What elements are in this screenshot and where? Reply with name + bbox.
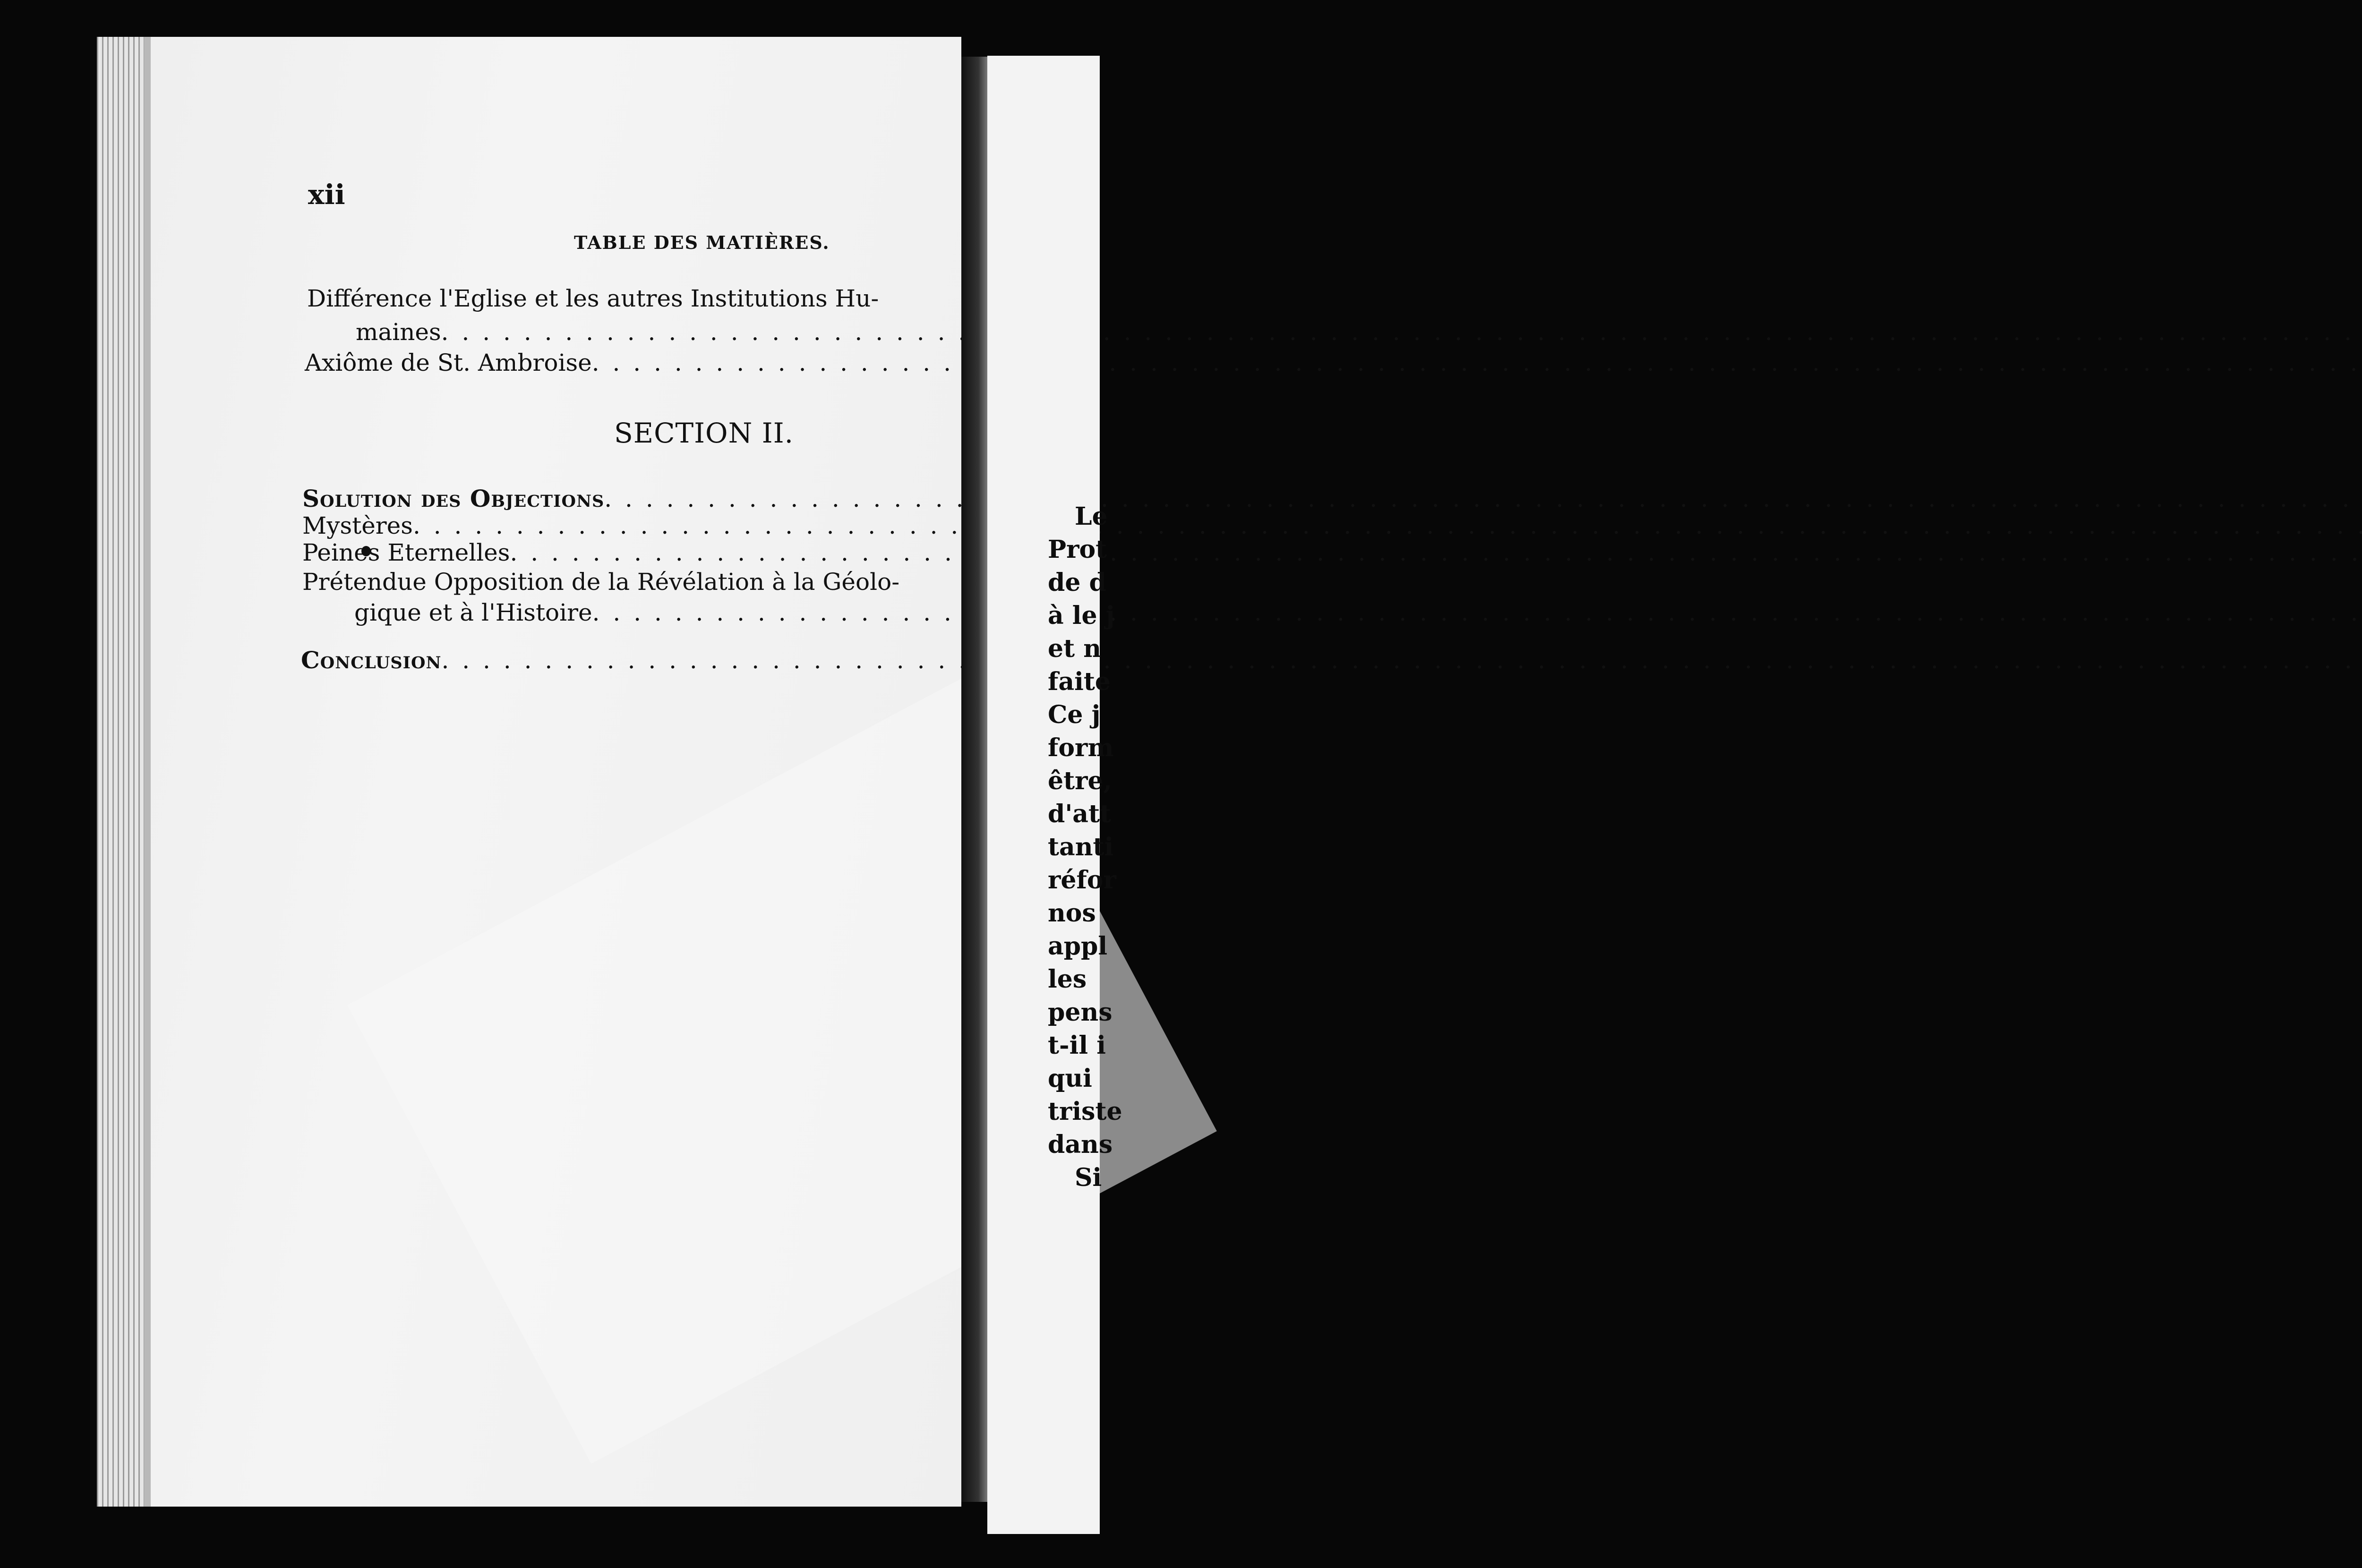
right-page-line: qui — [1048, 1064, 1092, 1093]
right-page-line: et n — [1048, 634, 1102, 663]
toc-entry-peines — [302, 538, 901, 570]
right-page-line: à le j — [1048, 601, 1115, 630]
toc-entry-difference-line1: Différence l'Eglise et les autres Institutions Hu- — [307, 285, 879, 312]
right-page-line: de d — [1048, 568, 1106, 597]
right-page-line: d'att — [1048, 800, 1112, 828]
left-page — [97, 37, 961, 1507]
section-heading: SECTION II. — [614, 417, 794, 449]
toc-entry-label: maines — [356, 318, 441, 346]
right-page-line: triste — [1048, 1097, 1122, 1126]
toc-entry-label: Axiôme de St. Ambroise — [305, 349, 592, 376]
toc-entry-label: Conclusion — [301, 646, 442, 674]
right-page-line: dans — [1048, 1130, 1113, 1159]
dot-leader — [592, 349, 2362, 376]
dot-leader — [592, 599, 2362, 626]
toc-entry-difference — [356, 318, 904, 349]
right-page-line: Si — [1075, 1163, 1102, 1192]
right-page-line: pens — [1048, 998, 1113, 1027]
dot-leader — [510, 539, 2362, 566]
right-page — [987, 56, 1122, 1534]
toc-entry-pretendue-line1: Prétendue Opposition de la Révélation à la Géolo- — [302, 568, 900, 596]
right-page-line: appl — [1048, 932, 1108, 961]
right-page-line: Prot — [1048, 535, 1107, 564]
dot-leader — [604, 485, 2362, 512]
dot-leader — [441, 647, 2362, 674]
toc-entry-pretendue — [354, 599, 864, 630]
right-page-line: nos — [1048, 899, 1096, 928]
toc-entry-label: Peines Eternelles — [302, 539, 510, 566]
toc-entry-axiome — [305, 349, 904, 380]
right-page-line: faite — [1048, 667, 1111, 696]
right-page-line: Ce j — [1048, 700, 1101, 729]
toc-entry-conclusion — [301, 646, 900, 677]
page-edges — [97, 37, 144, 1507]
dot-leader — [413, 512, 2362, 539]
right-page-line: t-il i — [1048, 1031, 1106, 1060]
dot-leader — [441, 318, 2362, 346]
running-head: TABLE DES MATIÈRES. — [574, 232, 830, 253]
page-number: xii — [308, 179, 345, 211]
right-page-line: tanti — [1048, 833, 1114, 861]
right-page-line: form — [1048, 733, 1114, 762]
right-page-line: Le — [1075, 502, 1108, 531]
toc-entry-label: Solution des Objections — [302, 485, 605, 512]
right-page-line: être, — [1048, 767, 1112, 795]
right-page-line: les — [1048, 965, 1087, 994]
toc-entry-label: Mystères — [302, 512, 413, 539]
toc-entry-label: gique et à l'Histoire — [354, 599, 592, 626]
right-page-line: réfor — [1048, 866, 1116, 895]
book-gutter — [961, 57, 990, 1502]
